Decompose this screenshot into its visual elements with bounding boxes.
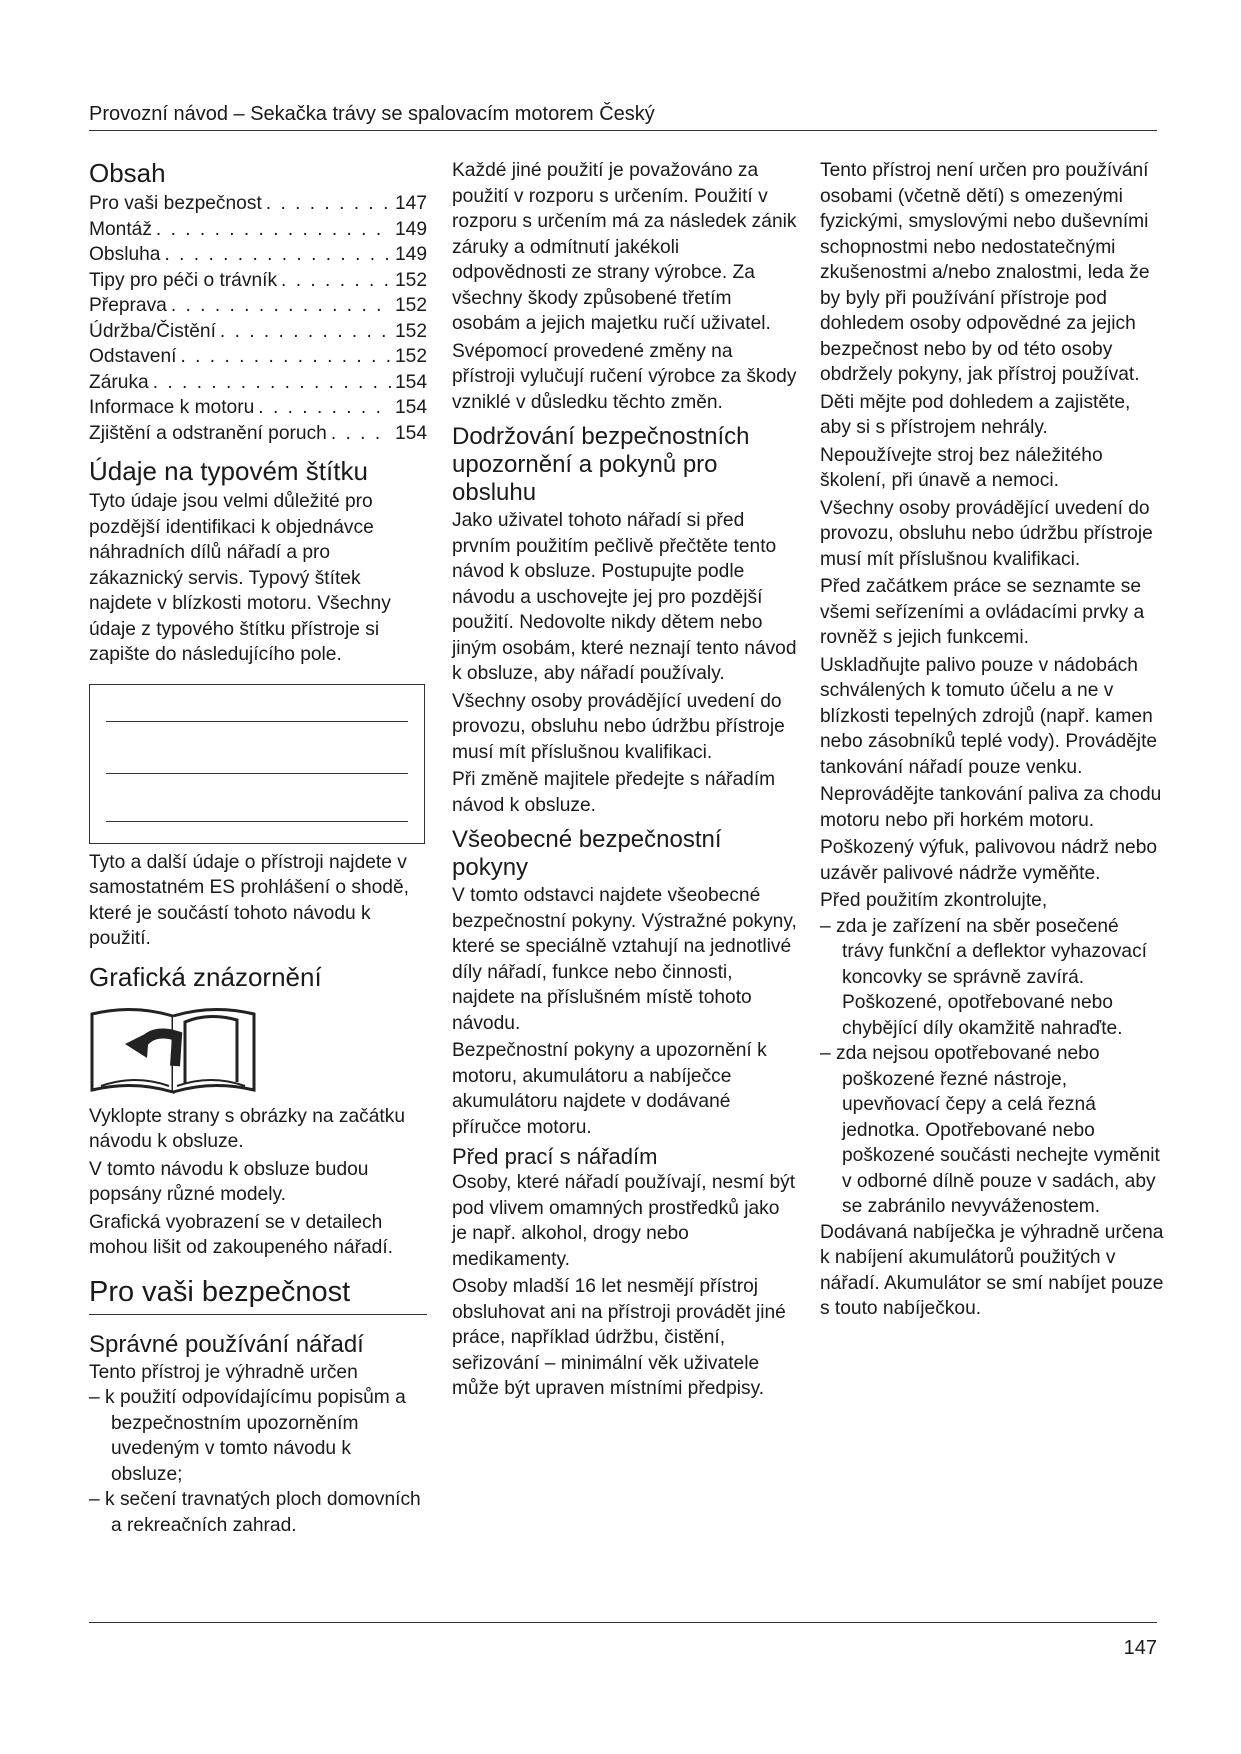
col3-paragraph: Poškozený výfuk, palivovou nádrž nebo uzávěr palivové nádrže vyměňte. [820,837,1158,884]
before-work-paragraph: Osoby mladší 16 let nesmějí přístroj obsluhovat ani na přístroji provádět jiné práce, například údržbu, čistění, seřizování – minimální věk uživatele může být upraven místními předpisy. [452,1276,786,1399]
general-title: Všeobecné bezpečnostní pokyny [452,826,722,881]
col3-paragraph: Nepoužívejte stroj bez náležitého školení, při únavě a nemoci. [820,444,1103,491]
toc-entry[interactable]: Tipy pro péči o trávník . . . 152 [89,268,427,294]
graphics-paragraph: Grafická vyobrazení se v detailech mohou lišit od zakoupeného nářadí. [89,1211,394,1258]
toc-entry[interactable]: Záruka . . . 154 [89,370,427,396]
charger-text: Dodávaná nabíječka je výhradně určena k nabíjení akumulátorů použitých v nářadí. Akumulátor se smí nabíjet pouze s touto nabíječkou. [820,1221,1164,1319]
col3-paragraph: Neprovádějte tankování paliva za chodu motoru nebo při horkém motoru. [820,784,1162,831]
col3-paragraph: Uskladňujte palivo pouze v nádobách schválených k tomuto účelu a ne v blízkosti tepelných zdrojů (např. kamen nebo zásobníků teplé vody). Provádějte tankování nářadí pouze venku. [820,654,1158,778]
col3-paragraph: Všechny osoby provádějící uvedení do provozu, obsluhu nebo údržbu přístroje musí mít příslušnou kvalifikaci. [820,497,1153,570]
check-item: – zda je zařízení na sběr posečené trávy funkční a deflektor vyhazovací koncovky se správně zavírá. Poškozené, opotřebované nebo chybějící díly okamžitě nahraďte. [820,914,1165,1042]
col3-paragraph: Před začátkem práce se seznamte se všemi seřízeními a ovládacími prvky a rovněž s jejich funkcemi. [820,576,1145,648]
col3-paragraph: Tento přístroj není určen pro používání osobami (včetně dětí) s omezenými fyzickými, smyslovými nebo duševními schopnostmi nebo nedostatečnými zkušenostmi a/nebo znalostmi, leda že by byly při používání přístroje pod dohledem osoby odpovědné za jejich bezpečnost nebo by od této osoby obdržely pokyny, jak přístroj používat. [820,160,1150,385]
col3-paragraph: Před použitím zkontrolujte, [820,890,1048,911]
footer-divider [89,1622,1157,1623]
column-middle [452,158,797,1404]
check-item: – zda nejsou opotřebované nebo poškozené řezné nástroje, upevňovací čepy a celá řezná jednotka. Opotřebované nebo poškozené součásti nechejte vyměnit v odborné dílně pouze v sadách, aby se zabránilo nevyváženostem. [820,1041,1165,1220]
nameplate-text: Tyto údaje jsou velmi důležité pro pozdější identifikaci k objednávce náhradních dílů nářadí a pro zákaznický servis. Typový štítek najdete v blízkosti motoru. Všechny údaje z typového štítku přístroje si zapište do následujícího pole. [89,491,391,665]
toc-entry[interactable]: Informace k motoru . . . 154 [89,395,427,421]
table-of-contents [89,191,427,446]
safety-title: Pro vaši bezpečnost [89,1275,427,1315]
contents-title: Obsah [89,158,166,188]
before-work-title: Před prací s nářadím [452,1144,658,1169]
toc-entry[interactable]: Zjištění a odstranění poruch . . . 154 [89,421,427,447]
general-paragraph: V tomto odstavci najdete všeobecné bezpečnostní pokyny. Výstražné pokyny, které se speciálně vztahují na jednotlivé díly nářadí, funkce nebo činnosti, najdete na příslušném místě tohoto návodu. [452,885,797,1034]
observe-paragraph: Všechny osoby provádějící uvedení do provozu, obsluhu nebo údržbu přístroje musí mít příslušnou kvalifikaci. [452,690,785,763]
col3-paragraph: Děti mějte pod dohledem a zajistěte, aby si s přístrojem nehrály. [820,391,1131,438]
toc-entry[interactable]: Údržba/Čistění . . . 152 [89,319,427,345]
nameplate-after-text: Tyto a další údaje o přístroji najdete v samostatném ES prohlášení o shodě, které je součástí tohoto návodu k použití. [89,851,409,949]
observe-title: Dodržování bezpečnostních upozornění a pokynů pro obsluhu [452,423,750,506]
graphics-paragraph: V tomto návodu k obsluze budou popsány různé modely. [89,1158,369,1205]
proper-use-title: Správné používání nářadí [89,1330,364,1358]
graphics-title: Grafická znázornění [89,961,322,992]
book-icon [89,1002,259,1096]
proper-use-item: – k použití odpovídajícímu popisům a bezpečnostním upozorněním uvedeným v tomto návodu k obsluze; [89,1385,427,1487]
column-right [820,158,1165,1324]
observe-paragraph: Jako uživatel tohoto nářadí si před prvním použitím pečlivě přečtěte tento návod k obsluze. Postupujte podle návodu a uschovejte jej pro pozdější použití. Nedovolte nikdy dětem nebo jiným osobám, které neznají tento návod k obsluze, aby nářadí používaly. [452,510,797,684]
proper-use-item: – k sečení travnatých ploch domovních a rekreačních zahrad. [89,1487,427,1538]
nameplate-title: Údaje na typovém štítku [89,456,368,486]
toc-entry[interactable]: Odstavení . . . 152 [89,344,427,370]
toc-entry[interactable]: Přeprava . . . 152 [89,293,427,319]
toc-entry[interactable]: Montáž . . . 149 [89,217,427,243]
graphics-paragraph: Vyklopte strany s obrázky na začátku návodu k obsluze. [89,1105,406,1152]
col2-paragraph: Svépomocí provedené změny na přístroji vylučují ručení výrobce za škody vzniklé v důsledku těchto změn. [452,340,797,413]
nameplate-entry-box [89,684,425,844]
page-header: Provozní návod – Sekačka trávy se spalovacím motorem Český [89,101,1157,131]
column-left [89,158,427,1538]
page-number: 147 [1123,1637,1157,1659]
toc-entry[interactable]: Pro vaši bezpečnost . . . 147 [89,191,427,217]
observe-paragraph: Při změně majitele předejte s nářadím návod k obsluze. [452,769,776,816]
toc-entry[interactable]: Obsluha . . . 149 [89,242,427,268]
before-work-paragraph: Osoby, které nářadí používají, nesmí být pod vlivem omamných prostředků jako je např. alkohol, drogy nebo medikamenty. [452,1172,796,1270]
col2-paragraph: Každé jiné použití je považováno za použití v rozporu s určením. Použití v rozporu s určením má za následek zánik záruky a odmítnutí jakékoli odpovědnosti ze strany výrobce. Za všechny škody způsobené třetím osobám a jejich majetku ručí uživatel. [452,160,797,334]
general-paragraph: Bezpečnostní pokyny a upozornění k motoru, akumulátoru a nabíječce akumulátoru najdete v dodávané příručce motoru. [452,1040,767,1138]
proper-use-intro: Tento přístroj je výhradně určen [89,1361,358,1383]
